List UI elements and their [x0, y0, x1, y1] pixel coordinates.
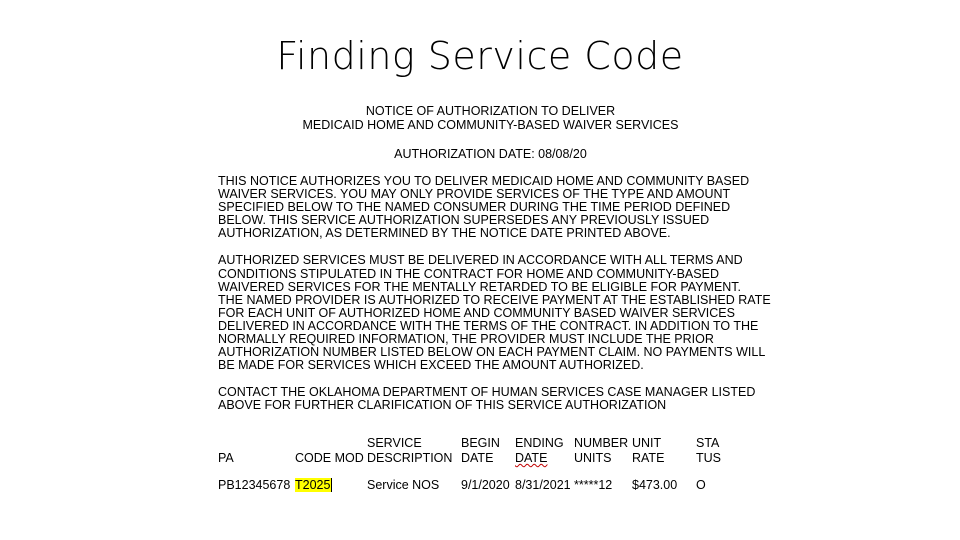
paragraph-line: SPECIFIED BELOW TO THE NAMED CONSUMER DURING THE TIME PERIOD DEFINED: [218, 200, 731, 215]
header-sta: STA: [696, 436, 720, 450]
authorization-notice: [218, 104, 771, 413]
header-ending-date: DATE: [515, 451, 548, 465]
header-code-mod: CODE MOD: [295, 451, 364, 465]
cell-rate: $473.00: [632, 478, 678, 492]
paragraph-line: AUTHORIZATION NUMBER LISTED BELOW ON EACH PAYMENT CLAIM. NO PAYMENTS WILL: [218, 345, 766, 360]
paragraph-line: CONTACT THE OKLAHOMA DEPARTMENT OF HUMAN SERVICES CASE MANAGER LISTED: [218, 385, 756, 400]
header-tus: TUS: [696, 451, 721, 465]
notice-paragraph-1: [218, 175, 763, 240]
paragraph-line: FOR EACH UNIT OF AUTHORIZED HOME AND COMMUNITY BASED WAIVER SERVICES: [218, 305, 735, 320]
paragraph-line: CONDITIONS STIPULATED IN THE CONTRACT FOR HOME AND COMMUNITY-BASED: [218, 266, 719, 281]
cell-pa-number: PB12345678: [218, 478, 291, 492]
paragraph-line: BELOW. THIS SERVICE AUTHORIZATION SUPERSEDES ANY PREVIOUSLY ISSUED: [218, 213, 710, 228]
paragraph-line: BE MADE FOR SERVICES WHICH EXCEED THE AMOUNT AUTHORIZED.: [218, 358, 644, 373]
header-rate: RATE: [632, 451, 665, 465]
authorization-date: AUTHORIZATION DATE: 08/08/20: [394, 147, 587, 161]
header-pa: PA: [218, 451, 234, 465]
notice-paragraph-2: [218, 253, 771, 373]
cell-description: Service NOS: [367, 478, 440, 492]
slide-title: Finding Service Code: [276, 34, 684, 78]
header-service: SERVICE: [367, 436, 422, 450]
cell-status: O: [696, 478, 706, 492]
paragraph-line: AUTHORIZED SERVICES MUST BE DELIVERED IN ACCORDANCE WITH ALL TERMS AND: [218, 253, 743, 268]
notice-heading-line2: MEDICAID HOME AND COMMUNITY-BASED WAIVER SERVICES: [302, 118, 679, 132]
paragraph-line: WAIVER SERVICES. YOU MAY ONLY PROVIDE SERVICES OF THE TYPE AND AMOUNT: [218, 187, 731, 202]
header-unit: UNIT: [632, 436, 662, 450]
cell-service-code-highlighted: T2025: [295, 478, 331, 492]
paragraph-line: THE NAMED PROVIDER IS AUTHORIZED TO RECEIVE PAYMENT AT THE ESTABLISHED RATE: [218, 292, 771, 307]
notice-paragraph-3: [218, 386, 763, 412]
header-ending: ENDING: [515, 436, 564, 450]
cell-begin-date: 9/1/2020: [461, 478, 510, 492]
header-begin: BEGIN: [461, 436, 500, 450]
paragraph-line: DELIVERED IN ACCORDANCE WITH THE TERMS OF THE CONTRACT. IN ADDITION TO THE: [218, 318, 759, 333]
paragraph-line: NORMALLY REQUIRED INFORMATION, THE PROVIDER MUST INCLUDE THE PRIOR: [218, 332, 714, 347]
cell-end-date: 8/31/2021: [515, 478, 571, 492]
header-description: DESCRIPTION: [367, 451, 453, 465]
paragraph-line: WAIVERED SERVICES FOR THE MENTALLY RETARDED TO BE ELIGIBLE FOR PAYMENT.: [218, 279, 742, 294]
paragraph-line: AUTHORIZATION, AS DETERMINED BY THE NOTICE DATE PRINTED ABOVE.: [218, 226, 671, 241]
paragraph-line: ABOVE FOR FURTHER CLARIFICATION OF THIS SERVICE AUTHORIZATION: [218, 398, 667, 413]
paragraph-line: THIS NOTICE AUTHORIZES YOU TO DELIVER MEDICAID HOME AND COMMUNITY BASED: [218, 174, 750, 188]
header-begin-date: DATE: [461, 451, 494, 465]
header-number: NUMBER: [574, 436, 629, 450]
cell-units: *****12: [574, 478, 613, 492]
header-units: UNITS: [574, 451, 612, 465]
notice-heading-line1: NOTICE OF AUTHORIZATION TO DELIVER: [365, 104, 616, 118]
